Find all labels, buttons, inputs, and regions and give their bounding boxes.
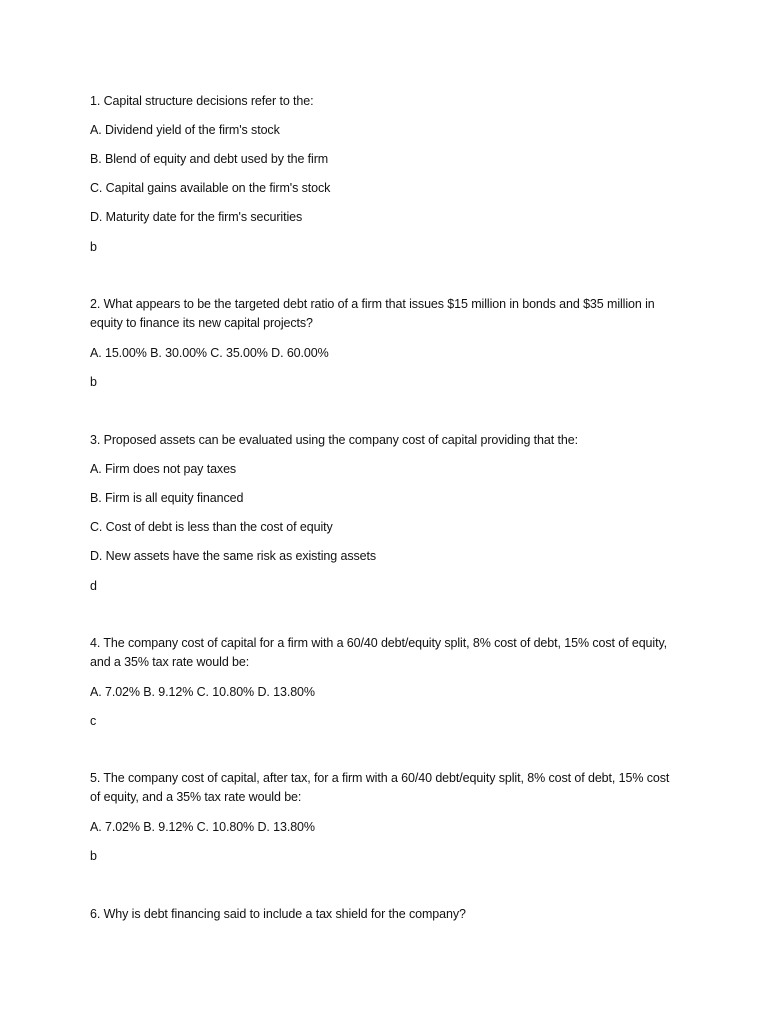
question-3-option-c: C. Cost of debt is less than the cost of equity [90,520,333,534]
question-2-options: A. 15.00% B. 30.00% C. 35.00% D. 60.00% [90,346,329,360]
question-5-options: A. 7.02% B. 9.12% C. 10.80% D. 13.80% [90,820,315,834]
question-1-option-a: A. Dividend yield of the firm's stock [90,123,280,137]
question-3-text: 3. Proposed assets can be evaluated using the company cost of capital providing that the: [90,433,578,447]
question-3-option-a: A. Firm does not pay taxes [90,462,237,476]
question-6-text: 6. Why is debt financing said to include a tax shield for the company? [90,907,466,921]
question-1-option-c: C. Capital gains available on the firm's stock [90,181,331,195]
question-4-answer: c [90,714,97,728]
question-3-option-b: B. Firm is all equity financed [90,491,244,505]
question-2-text: 2. What appears to be the targeted debt ratio of a firm that issues $15 million in bonds and $35 million in equity to finance its new capital projects? [90,297,655,330]
question-4-text: 4. The company cost of capital for a firm with a 60/40 debt/equity split, 8% cost of debt, 15% cost of equity, and a 35% tax rate would be: [90,636,668,669]
question-3-option-d: D. New assets have the same risk as existing assets [90,549,376,563]
question-4-options: A. 7.02% B. 9.12% C. 10.80% D. 13.80% [90,685,315,699]
question-1-option-b: B. Blend of equity and debt used by the firm [90,152,329,166]
question-2-answer: b [90,375,97,389]
question-5-text: 5. The company cost of capital, after tax, for a firm with a 60/40 debt/equity split, 8% cost of debt, 15% cost of equity, and a 35% tax rate would be: [90,771,670,804]
question-1-option-d: D. Maturity date for the firm's securities [90,210,303,224]
question-5-answer: b [90,849,97,863]
question-1-text: 1. Capital structure decisions refer to the: [90,94,314,108]
question-3-answer: d [90,579,97,593]
question-1-answer: b [90,240,97,254]
